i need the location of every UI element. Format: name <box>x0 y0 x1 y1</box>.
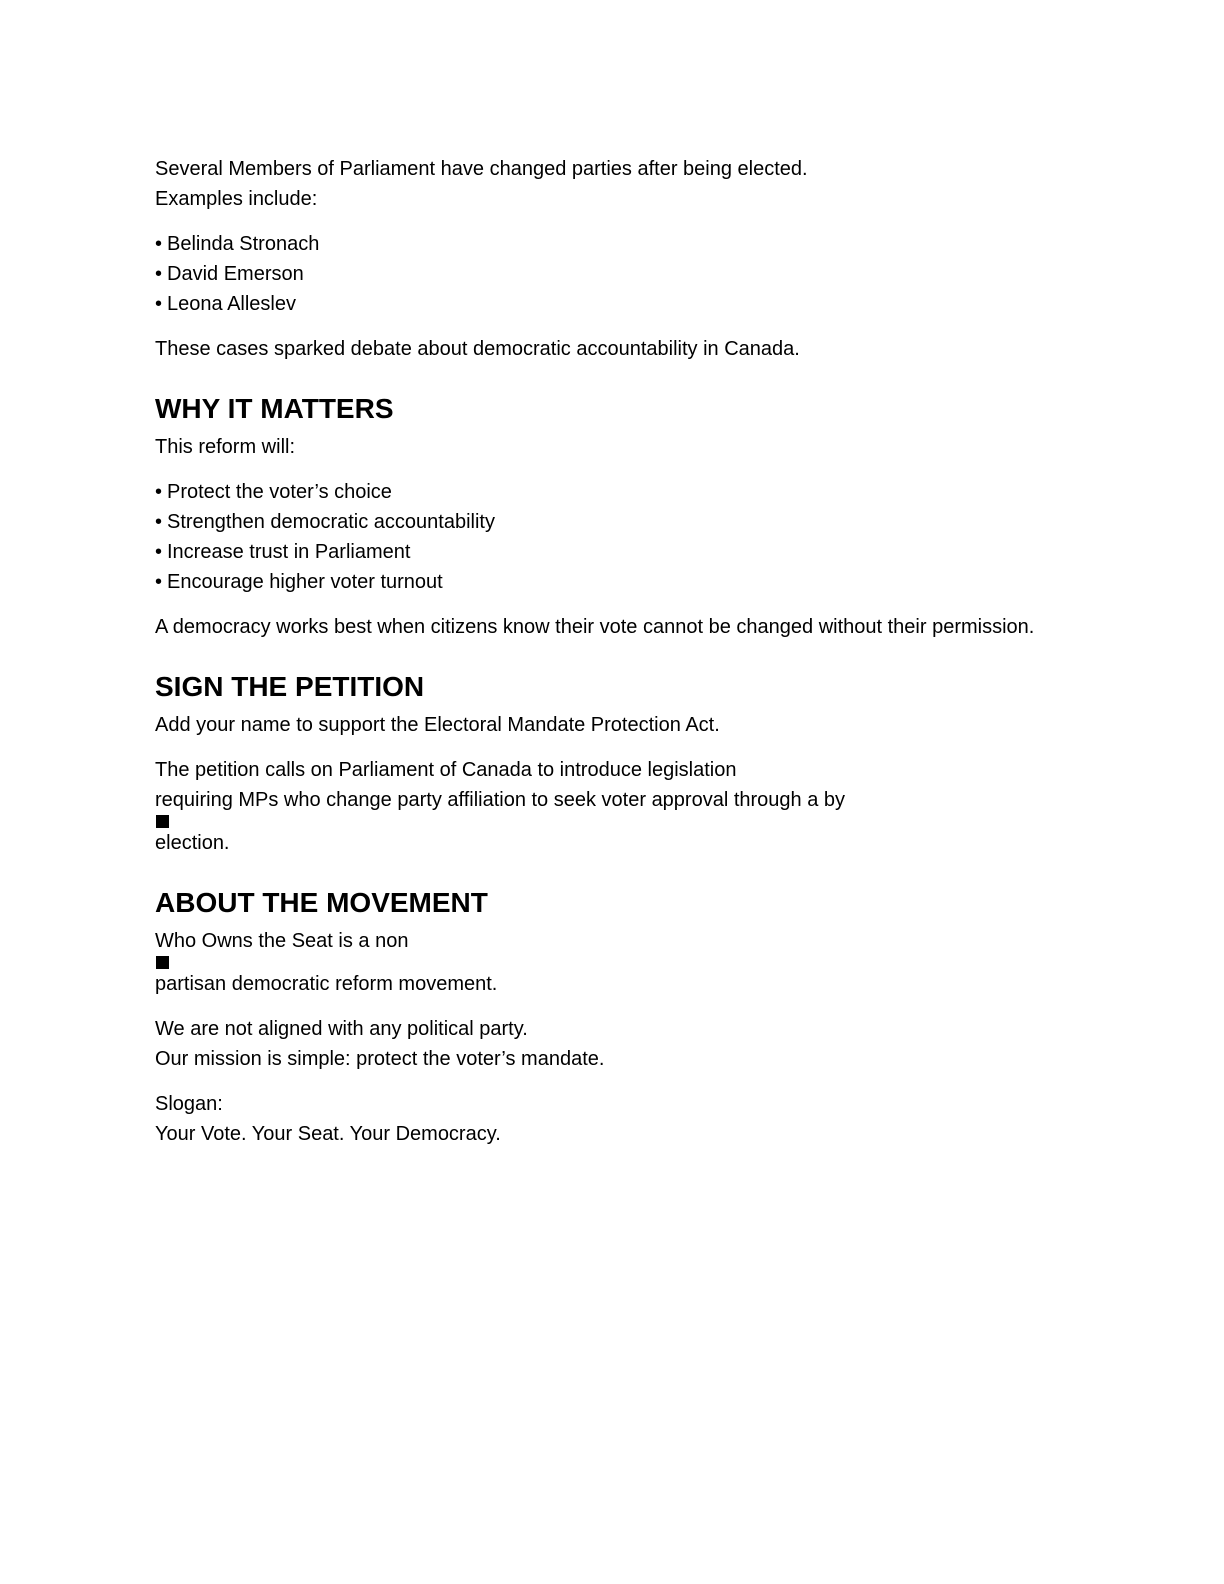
list-item: • David Emerson <box>155 259 1115 289</box>
section-heading-about-movement: ABOUT THE MOVEMENT <box>155 887 488 918</box>
bullet-icon: • <box>155 481 163 503</box>
examples-list <box>155 229 1115 319</box>
bullet-icon: • <box>155 293 163 315</box>
why-closing: A democracy works best when citizens know their vote cannot be changed without their permission. <box>155 616 1035 638</box>
slogan-label: Slogan: <box>155 1093 223 1115</box>
missing-glyph-box <box>156 815 169 828</box>
document-page <box>155 154 1115 1164</box>
bullet-icon: • <box>155 571 163 593</box>
bullet-icon: • <box>155 263 163 285</box>
bullet-icon: • <box>155 511 163 533</box>
list-item: • Leona Alleslev <box>155 289 1115 319</box>
about-mission: We are not aligned with any political party. Our mission is simple: protect the voter’s mandate. <box>155 1018 605 1070</box>
intro-line: Examples include: <box>155 188 318 210</box>
list-item: • Strengthen democratic accountability <box>155 507 1115 537</box>
missing-glyph-box <box>156 956 169 969</box>
petition-body: The petition calls on Parliament of Canada to introduce legislation requiring MPs who change party affiliation to seek voter approval through a by election. <box>155 759 846 854</box>
why-lead: This reform will: <box>155 436 296 458</box>
list-item: • Encourage higher voter turnout <box>155 567 1115 597</box>
intro-closing: These cases sparked debate about democratic accountability in Canada. <box>155 338 800 360</box>
about-line1: Who Owns the Seat is a non partisan democratic reform movement. <box>155 930 498 995</box>
section-heading-sign-petition: SIGN THE PETITION <box>155 671 425 702</box>
slogan-text: Your Vote. Your Seat. Your Democracy. <box>155 1123 501 1145</box>
list-item: • Increase trust in Parliament <box>155 537 1115 567</box>
bullet-icon: • <box>155 233 163 255</box>
petition-lead: Add your name to support the Electoral Mandate Protection Act. <box>155 714 720 736</box>
list-item: • Belinda Stronach <box>155 229 1115 259</box>
reform-benefits-list <box>155 477 1115 597</box>
section-heading-why-it-matters: WHY IT MATTERS <box>155 393 394 424</box>
bullet-icon: • <box>155 541 163 563</box>
list-item: • Protect the voter’s choice <box>155 477 1115 507</box>
slogan-block <box>155 1089 1115 1149</box>
intro-paragraph <box>155 154 1115 214</box>
intro-line: Several Members of Parliament have changed parties after being elected. <box>155 158 808 180</box>
